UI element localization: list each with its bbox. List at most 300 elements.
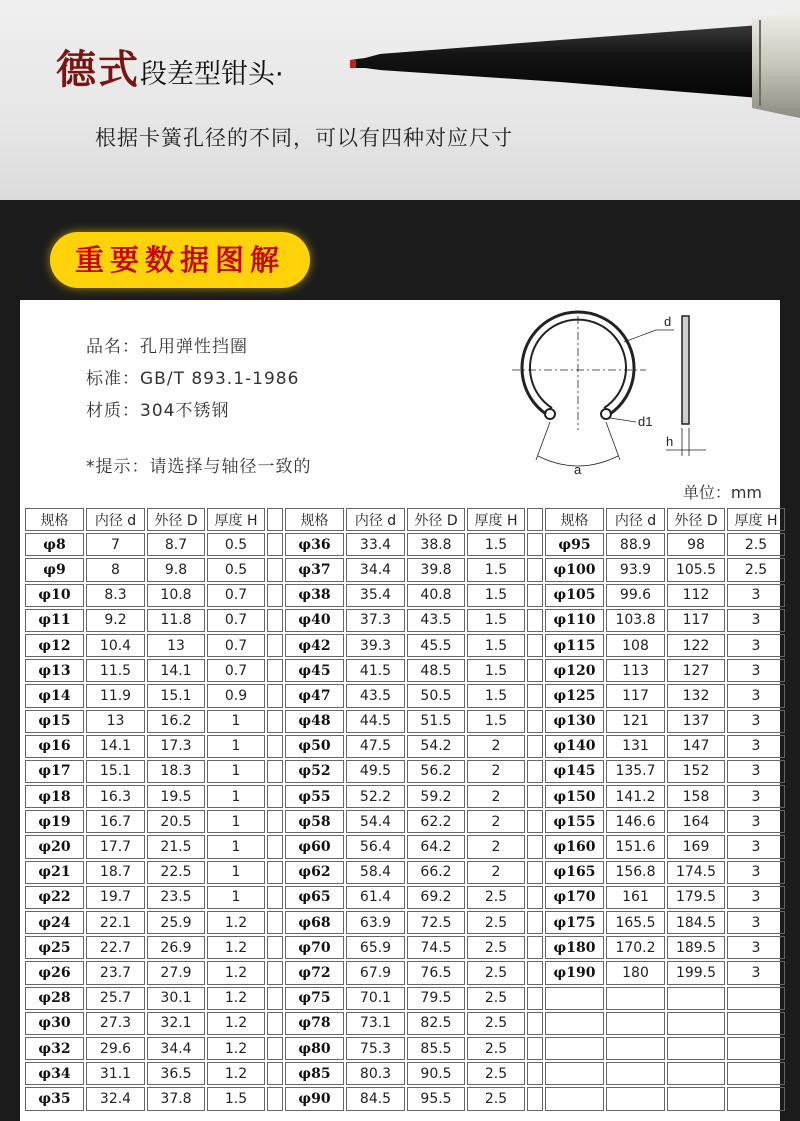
inner-diameter-cell: 93.9 [606, 558, 665, 581]
outer-diameter-cell: 27.9 [147, 961, 205, 984]
inner-diameter-cell: 156.8 [606, 861, 665, 884]
thickness-cell: 3 [727, 735, 785, 758]
banner-title-emphasis: 德式 [56, 46, 140, 93]
column-spacer [267, 558, 283, 581]
thickness-cell: 2.5 [467, 1012, 525, 1035]
column-spacer [527, 1037, 543, 1060]
column-spacer [527, 684, 543, 707]
outer-diameter-cell: 66.2 [407, 861, 465, 884]
spec-cell: φ155 [545, 810, 604, 833]
thickness-cell: 3 [727, 659, 785, 682]
spec-cell [545, 1012, 604, 1035]
outer-diameter-cell: 85.5 [407, 1037, 465, 1060]
table-row [25, 584, 785, 607]
table-row [25, 886, 785, 909]
spec-cell: φ85 [285, 1062, 344, 1085]
column-spacer [267, 936, 283, 959]
outer-diameter-cell: 16.2 [147, 710, 205, 733]
column-header: 外径 D [407, 508, 465, 531]
thickness-cell: 1.5 [467, 533, 525, 556]
spec-cell: φ17 [25, 760, 84, 783]
spec-cell: φ9 [25, 558, 84, 581]
banner-subtitle: 根据卡簧孔径的不同，可以有四种对应尺寸 [95, 126, 513, 150]
thickness-cell: 1.2 [207, 961, 265, 984]
outer-diameter-cell: 179.5 [667, 886, 725, 909]
thickness-cell: 3 [727, 961, 785, 984]
outer-diameter-cell: 184.5 [667, 911, 725, 934]
inner-diameter-cell: 13 [86, 710, 145, 733]
outer-diameter-cell: 20.5 [147, 810, 205, 833]
outer-diameter-cell: 122 [667, 634, 725, 657]
thickness-cell: 3 [727, 861, 785, 884]
outer-diameter-cell: 30.1 [147, 987, 205, 1010]
column-spacer [267, 710, 283, 733]
thickness-cell [727, 1062, 785, 1085]
inner-diameter-cell: 70.1 [346, 987, 405, 1010]
inner-diameter-cell: 32.4 [86, 1087, 145, 1110]
inner-diameter-cell: 39.3 [346, 634, 405, 657]
outer-diameter-cell [667, 1012, 725, 1035]
inner-diameter-cell: 103.8 [606, 609, 665, 632]
outer-diameter-cell: 23.5 [147, 886, 205, 909]
outer-diameter-cell: 54.2 [407, 735, 465, 758]
section-title: 重要数据图解 [74, 243, 285, 277]
thickness-cell: 1.5 [467, 609, 525, 632]
column-spacer [527, 735, 543, 758]
spec-cell: φ35 [25, 1087, 84, 1110]
inner-diameter-cell: 121 [606, 710, 665, 733]
column-spacer [267, 1012, 283, 1035]
inner-diameter-cell: 11.9 [86, 684, 145, 707]
column-spacer [527, 508, 543, 531]
inner-diameter-cell: 135.7 [606, 760, 665, 783]
outer-diameter-cell: 8.7 [147, 533, 205, 556]
column-spacer [267, 987, 283, 1010]
thickness-cell: 1.5 [207, 1087, 265, 1110]
outer-diameter-cell: 95.5 [407, 1087, 465, 1110]
table-row [25, 710, 785, 733]
column-spacer [527, 987, 543, 1010]
thickness-cell: 0.9 [207, 684, 265, 707]
inner-diameter-cell: 151.6 [606, 835, 665, 858]
outer-diameter-cell: 38.8 [407, 533, 465, 556]
outer-diameter-cell: 64.2 [407, 835, 465, 858]
thickness-cell: 3 [727, 584, 785, 607]
spec-cell: φ72 [285, 961, 344, 984]
column-spacer [267, 584, 283, 607]
spec-cell: φ62 [285, 861, 344, 884]
spec-panel [20, 300, 780, 1121]
inner-diameter-cell: 16.3 [86, 785, 145, 808]
spec-cell: φ18 [25, 785, 84, 808]
table-row [25, 911, 785, 934]
thickness-cell: 2 [467, 835, 525, 858]
outer-diameter-cell: 48.5 [407, 659, 465, 682]
spec-cell: φ125 [545, 684, 604, 707]
thickness-cell: 0.7 [207, 609, 265, 632]
column-header: 内径 d [86, 508, 145, 531]
thickness-cell: 2 [467, 810, 525, 833]
thickness-cell: 1 [207, 835, 265, 858]
inner-diameter-cell: 22.1 [86, 911, 145, 934]
inner-diameter-cell: 49.5 [346, 760, 405, 783]
inner-diameter-cell: 75.3 [346, 1037, 405, 1060]
thickness-cell: 2 [467, 861, 525, 884]
spec-cell [545, 987, 604, 1010]
thickness-cell: 3 [727, 634, 785, 657]
column-header: 厚度 H [727, 508, 785, 531]
outer-diameter-cell: 11.8 [147, 609, 205, 632]
outer-diameter-cell: 76.5 [407, 961, 465, 984]
table-row [25, 760, 785, 783]
spec-cell: φ13 [25, 659, 84, 682]
column-header: 外径 D [147, 508, 205, 531]
inner-diameter-cell: 113 [606, 659, 665, 682]
inner-diameter-cell: 10.4 [86, 634, 145, 657]
thickness-cell: 2.5 [467, 961, 525, 984]
spec-cell: φ150 [545, 785, 604, 808]
inner-diameter-cell: 54.4 [346, 810, 405, 833]
spec-cell: φ80 [285, 1037, 344, 1060]
column-spacer [527, 936, 543, 959]
spec-cell: φ19 [25, 810, 84, 833]
column-spacer [267, 634, 283, 657]
outer-diameter-cell: 37.8 [147, 1087, 205, 1110]
outer-diameter-cell: 21.5 [147, 835, 205, 858]
spec-cell: φ130 [545, 710, 604, 733]
thickness-cell: 1 [207, 760, 265, 783]
inner-diameter-cell: 88.9 [606, 533, 665, 556]
inner-diameter-cell: 52.2 [346, 785, 405, 808]
thickness-cell: 1 [207, 810, 265, 833]
column-spacer [267, 1062, 283, 1085]
column-spacer [267, 684, 283, 707]
inner-diameter-cell: 146.6 [606, 810, 665, 833]
outer-diameter-cell: 25.9 [147, 911, 205, 934]
inner-diameter-cell: 131 [606, 735, 665, 758]
column-spacer [527, 558, 543, 581]
product-standard: 标准：GB/T 893.1-1986 [86, 369, 300, 389]
column-spacer [527, 710, 543, 733]
spec-cell: φ180 [545, 936, 604, 959]
spec-cell: φ165 [545, 861, 604, 884]
table-row [25, 1087, 785, 1110]
outer-diameter-cell [667, 1062, 725, 1085]
inner-diameter-cell: 8.3 [86, 584, 145, 607]
inner-diameter-cell: 180 [606, 961, 665, 984]
inner-diameter-cell: 33.4 [346, 533, 405, 556]
spec-cell: φ14 [25, 684, 84, 707]
outer-diameter-cell: 19.5 [147, 785, 205, 808]
inner-diameter-cell: 165.5 [606, 911, 665, 934]
thickness-cell: 1 [207, 785, 265, 808]
column-header: 规格 [25, 508, 84, 531]
thickness-cell: 3 [727, 911, 785, 934]
thickness-cell: 1.2 [207, 1037, 265, 1060]
outer-diameter-cell [667, 1037, 725, 1060]
thickness-cell: 2.5 [467, 936, 525, 959]
thickness-cell: 3 [727, 810, 785, 833]
inner-diameter-cell [606, 1037, 665, 1060]
column-spacer [267, 533, 283, 556]
outer-diameter-cell: 62.2 [407, 810, 465, 833]
outer-diameter-cell: 127 [667, 659, 725, 682]
inner-diameter-cell: 170.2 [606, 936, 665, 959]
outer-diameter-cell: 51.5 [407, 710, 465, 733]
inner-diameter-cell: 41.5 [346, 659, 405, 682]
inner-diameter-cell: 16.7 [86, 810, 145, 833]
spec-cell: φ28 [25, 987, 84, 1010]
inner-diameter-cell: 11.5 [86, 659, 145, 682]
column-spacer [267, 785, 283, 808]
thickness-cell: 1.5 [467, 710, 525, 733]
product-name: 品名：孔用弹性挡圈 [86, 337, 248, 357]
spec-cell: φ48 [285, 710, 344, 733]
spec-cell: φ12 [25, 634, 84, 657]
inner-diameter-cell: 35.4 [346, 584, 405, 607]
spec-cell: φ32 [25, 1037, 84, 1060]
thickness-cell [727, 1037, 785, 1060]
column-spacer [267, 1037, 283, 1060]
spec-cell: φ160 [545, 835, 604, 858]
thickness-cell: 3 [727, 785, 785, 808]
outer-diameter-cell: 14.1 [147, 659, 205, 682]
table-header-row [25, 508, 785, 531]
thickness-cell: 2.5 [467, 886, 525, 909]
spec-cell: φ60 [285, 835, 344, 858]
section-header-badge [50, 232, 310, 288]
column-spacer [527, 911, 543, 934]
thickness-cell: 3 [727, 835, 785, 858]
spec-cell: φ145 [545, 760, 604, 783]
inner-diameter-cell: 80.3 [346, 1062, 405, 1085]
spec-cell: φ16 [25, 735, 84, 758]
thickness-cell: 2 [467, 785, 525, 808]
product-material: 材质：304不锈钢 [86, 401, 230, 421]
table-row [25, 987, 785, 1010]
inner-diameter-cell: 67.9 [346, 961, 405, 984]
outer-diameter-cell: 137 [667, 710, 725, 733]
inner-diameter-cell: 141.2 [606, 785, 665, 808]
table-row [25, 936, 785, 959]
column-spacer [527, 861, 543, 884]
inner-diameter-cell: 61.4 [346, 886, 405, 909]
spec-cell: φ55 [285, 785, 344, 808]
spec-cell: φ105 [545, 584, 604, 607]
thickness-cell: 1.5 [467, 659, 525, 682]
inner-diameter-cell: 65.9 [346, 936, 405, 959]
column-spacer [527, 810, 543, 833]
size-table-wrapper [23, 506, 779, 1113]
table-row [25, 961, 785, 984]
outer-diameter-cell: 32.1 [147, 1012, 205, 1035]
outer-diameter-cell: 90.5 [407, 1062, 465, 1085]
spec-cell: φ15 [25, 710, 84, 733]
inner-diameter-cell: 47.5 [346, 735, 405, 758]
thickness-cell: 1.2 [207, 1062, 265, 1085]
inner-diameter-cell: 58.4 [346, 861, 405, 884]
spec-cell: φ47 [285, 684, 344, 707]
outer-diameter-cell: 105.5 [667, 558, 725, 581]
retaining-ring-diagram [506, 310, 746, 480]
inner-diameter-cell: 34.4 [346, 558, 405, 581]
inner-diameter-cell: 18.7 [86, 861, 145, 884]
column-spacer [527, 886, 543, 909]
column-spacer [267, 760, 283, 783]
column-spacer [527, 1012, 543, 1035]
outer-diameter-cell: 39.8 [407, 558, 465, 581]
thickness-cell: 3 [727, 936, 785, 959]
outer-diameter-cell: 15.1 [147, 684, 205, 707]
selection-tip: *提示：请选择与轴径一致的 [86, 457, 312, 477]
thickness-cell: 1.5 [467, 558, 525, 581]
inner-diameter-cell: 29.6 [86, 1037, 145, 1060]
spec-cell: φ21 [25, 861, 84, 884]
column-spacer [527, 1062, 543, 1085]
column-spacer [267, 861, 283, 884]
outer-diameter-cell [667, 1087, 725, 1110]
spec-cell: φ22 [25, 886, 84, 909]
inner-diameter-cell: 43.5 [346, 684, 405, 707]
outer-diameter-cell: 189.5 [667, 936, 725, 959]
column-spacer [527, 835, 543, 858]
spec-cell: φ110 [545, 609, 604, 632]
thickness-cell: 1.5 [467, 584, 525, 607]
outer-diameter-cell: 79.5 [407, 987, 465, 1010]
column-spacer [267, 609, 283, 632]
inner-diameter-cell: 161 [606, 886, 665, 909]
thickness-cell: 1.5 [467, 684, 525, 707]
spec-cell: φ40 [285, 609, 344, 632]
spec-cell: φ20 [25, 835, 84, 858]
inner-diameter-cell: 73.1 [346, 1012, 405, 1035]
column-header: 规格 [545, 508, 604, 531]
column-header: 外径 D [667, 508, 725, 531]
outer-diameter-cell: 10.8 [147, 584, 205, 607]
outer-diameter-cell: 199.5 [667, 961, 725, 984]
thickness-cell: 3 [727, 760, 785, 783]
table-row [25, 1012, 785, 1035]
table-row [25, 1037, 785, 1060]
spec-cell: φ68 [285, 911, 344, 934]
inner-diameter-cell: 23.7 [86, 961, 145, 984]
outer-diameter-cell: 152 [667, 760, 725, 783]
inner-diameter-cell: 14.1 [86, 735, 145, 758]
column-header: 厚度 H [207, 508, 265, 531]
outer-diameter-cell: 34.4 [147, 1037, 205, 1060]
outer-diameter-cell: 69.2 [407, 886, 465, 909]
spec-cell: φ24 [25, 911, 84, 934]
inner-diameter-cell: 17.7 [86, 835, 145, 858]
thickness-cell [727, 1012, 785, 1035]
thickness-cell: 1.2 [207, 987, 265, 1010]
column-spacer [267, 886, 283, 909]
thickness-cell: 2.5 [467, 987, 525, 1010]
thickness-cell: 1.2 [207, 1012, 265, 1035]
outer-diameter-cell: 43.5 [407, 609, 465, 632]
inner-diameter-cell: 117 [606, 684, 665, 707]
outer-diameter-cell: 147 [667, 735, 725, 758]
outer-diameter-cell: 17.3 [147, 735, 205, 758]
thickness-cell: 0.7 [207, 584, 265, 607]
spec-cell: φ140 [545, 735, 604, 758]
table-row [25, 735, 785, 758]
thickness-cell: 1 [207, 710, 265, 733]
product-banner [0, 0, 800, 200]
inner-diameter-cell: 108 [606, 634, 665, 657]
column-spacer [527, 760, 543, 783]
thickness-cell: 2.5 [467, 1087, 525, 1110]
spec-cell: φ42 [285, 634, 344, 657]
unit-label: 单位：mm [682, 483, 762, 502]
outer-diameter-cell: 72.5 [407, 911, 465, 934]
spec-cell: φ38 [285, 584, 344, 607]
spec-cell: φ36 [285, 533, 344, 556]
table-row [25, 785, 785, 808]
label-a: a [574, 462, 582, 477]
outer-diameter-cell: 74.5 [407, 936, 465, 959]
thickness-cell: 3 [727, 710, 785, 733]
outer-diameter-cell: 98 [667, 533, 725, 556]
thickness-cell: 2 [467, 735, 525, 758]
column-spacer [267, 735, 283, 758]
column-spacer [527, 584, 543, 607]
column-spacer [527, 1087, 543, 1110]
thickness-cell: 3 [727, 684, 785, 707]
thickness-cell: 2 [467, 760, 525, 783]
thickness-cell: 2.5 [467, 911, 525, 934]
thickness-cell: 1.5 [467, 634, 525, 657]
inner-diameter-cell: 56.4 [346, 835, 405, 858]
column-spacer [527, 659, 543, 682]
outer-diameter-cell: 50.5 [407, 684, 465, 707]
outer-diameter-cell: 169 [667, 835, 725, 858]
inner-diameter-cell: 84.5 [346, 1087, 405, 1110]
thickness-cell [727, 1087, 785, 1110]
outer-diameter-cell: 26.9 [147, 936, 205, 959]
outer-diameter-cell: 18.3 [147, 760, 205, 783]
column-spacer [267, 508, 283, 531]
outer-diameter-cell: 56.2 [407, 760, 465, 783]
spec-cell: φ65 [285, 886, 344, 909]
outer-diameter-cell: 22.5 [147, 861, 205, 884]
spec-cell: φ52 [285, 760, 344, 783]
inner-diameter-cell [606, 1012, 665, 1035]
spec-cell: φ170 [545, 886, 604, 909]
thickness-cell: 3 [727, 609, 785, 632]
spec-cell: φ50 [285, 735, 344, 758]
label-d: d [664, 314, 672, 329]
outer-diameter-cell [667, 987, 725, 1010]
outer-diameter-cell: 59.2 [407, 785, 465, 808]
spec-cell: φ175 [545, 911, 604, 934]
inner-diameter-cell: 22.7 [86, 936, 145, 959]
outer-diameter-cell: 40.8 [407, 584, 465, 607]
column-spacer [267, 911, 283, 934]
inner-diameter-cell [606, 1087, 665, 1110]
inner-diameter-cell: 63.9 [346, 911, 405, 934]
thickness-cell: 2.5 [727, 533, 785, 556]
spec-cell [545, 1062, 604, 1085]
column-spacer [527, 961, 543, 984]
spec-cell: φ45 [285, 659, 344, 682]
outer-diameter-cell: 164 [667, 810, 725, 833]
inner-diameter-cell: 31.1 [86, 1062, 145, 1085]
spec-cell [545, 1087, 604, 1110]
table-row [25, 659, 785, 682]
inner-diameter-cell: 25.7 [86, 987, 145, 1010]
banner-title-rest: 段差型钳头· [140, 59, 284, 90]
